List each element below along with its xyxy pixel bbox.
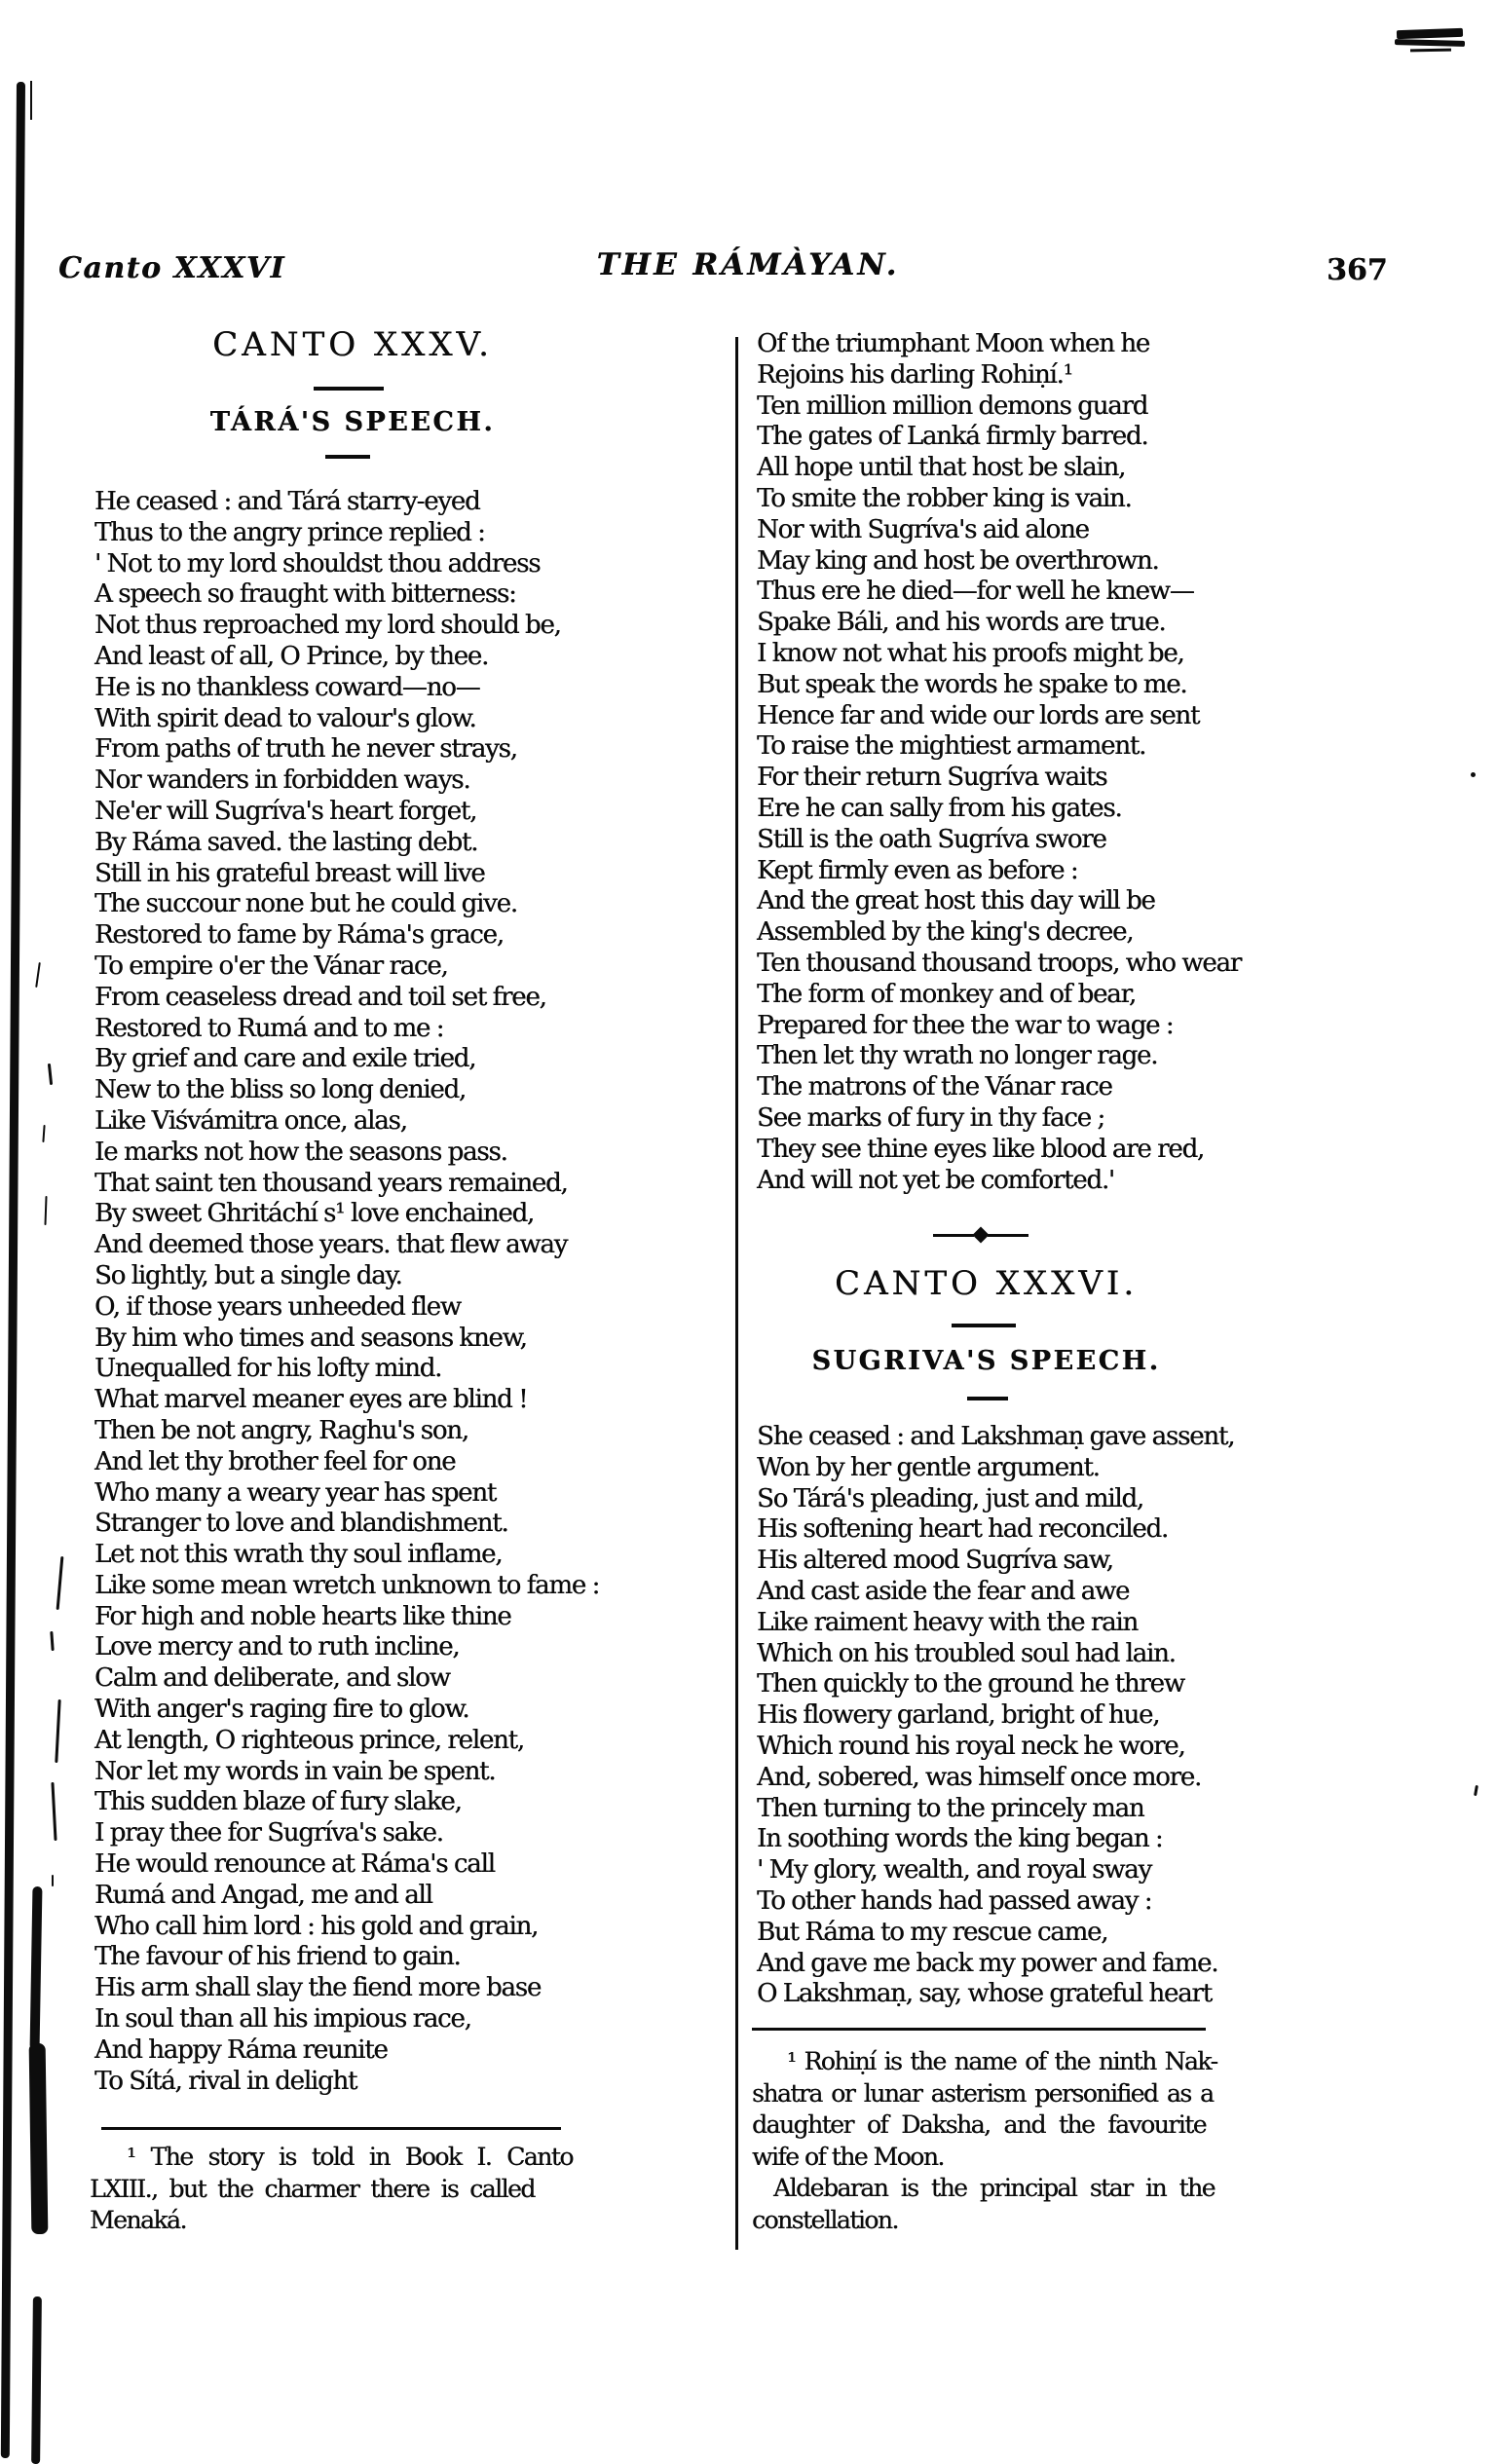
- poem-line: The succour none but he could give.: [94, 889, 517, 919]
- scan-artifact-scribble: [1395, 39, 1465, 47]
- running-head-title: THE RÁMÀYAN.: [596, 247, 900, 282]
- poem-line: Won by her gentle argument.: [757, 1452, 1100, 1482]
- poem-line: Unequalled for his lofty mind.: [94, 1354, 442, 1384]
- poem-line: Ie marks not how the seasons pass.: [94, 1137, 507, 1167]
- poem-line: What marvel meaner eyes are blind !: [94, 1385, 528, 1415]
- poem-line: By grief and care and exile tried,: [94, 1044, 476, 1074]
- poem-line: To empire o'er the Vánar race,: [94, 951, 448, 981]
- poem-line: That saint ten thousand years remained,: [94, 1168, 568, 1198]
- poem-line: Love mercy and to ruth incline,: [94, 1632, 460, 1662]
- poem-line: Nor with Sugríva's aid alone: [757, 514, 1089, 544]
- tara-speech-heading: TÁRÁ'S SPEECH.: [209, 407, 496, 437]
- poem-line: I know not what his proofs might be,: [757, 638, 1184, 668]
- scan-artifact-scribble: [1410, 49, 1451, 53]
- running-head-canto: Canto XXXVI: [58, 251, 286, 285]
- poem-line: His altered mood Sugríva saw,: [757, 1546, 1113, 1576]
- ornament-line: [988, 1234, 1028, 1237]
- poem-line: Like raiment heavy with the rain: [757, 1607, 1138, 1637]
- scan-artifact-streak: [30, 1886, 43, 2050]
- section-ornament: [933, 1228, 1028, 1242]
- poem-line: Which round his royal neck he wore,: [757, 1731, 1185, 1761]
- canto-xxxv-heading: CANTO XXXV.: [212, 325, 493, 364]
- ornament-line: [933, 1234, 974, 1237]
- scan-artifact-margin-mark: [35, 962, 41, 988]
- poem-line: Assembled by the king's decree,: [757, 917, 1134, 948]
- poem-line: I pray thee for Sugríva's sake.: [94, 1818, 443, 1848]
- poem-line: Then quickly to the ground he threw: [757, 1669, 1184, 1699]
- poem-line: Who call him lord : his gold and grain,: [94, 1911, 539, 1941]
- poem-line: Stranger to love and blandishment.: [94, 1509, 508, 1539]
- poem-line: They see thine eyes like blood are red,: [757, 1134, 1204, 1164]
- poem-line: And will not yet be comforted.': [757, 1165, 1114, 1195]
- poem-line: Still is the oath Sugríva swore: [757, 824, 1106, 854]
- poem-line: To other hands had passed away :: [757, 1885, 1152, 1916]
- canto-xxxvi-poem: [757, 1422, 1234, 2010]
- footnote-line: ¹ The story is told in Book I. Canto: [127, 2143, 573, 2171]
- canto-xxxv-poem: [94, 487, 599, 2097]
- poem-line: To Sítá, rival in delight: [94, 2066, 357, 2096]
- poem-line: With spirit dead to valour's glow.: [94, 703, 476, 733]
- poem-line: Like Viśvámitra once, alas,: [94, 1105, 407, 1136]
- poem-line: Who many a weary year has spent: [94, 1477, 497, 1508]
- poem-line: Let not this wrath thy soul inflame,: [94, 1540, 503, 1570]
- poem-line: Ne'er will Sugríva's heart forget,: [94, 796, 477, 826]
- scan-artifact-binding-bar: [1, 82, 25, 2458]
- poem-line: Restored to fame by Ráma's grace,: [94, 920, 504, 951]
- poem-line: The gates of Lanká firmly barred.: [757, 422, 1148, 452]
- poem-line: Rejoins his darling Rohiṇí.¹: [757, 359, 1072, 390]
- poem-line: Nor let my words in vain be spent.: [94, 1756, 496, 1786]
- poem-line: He ceased : and Tárá starry-eyed: [94, 487, 480, 516]
- poem-line: His flowery garland, bright of hue,: [757, 1700, 1160, 1731]
- poem-line: From ceaseless dread and toil set free,: [94, 982, 546, 1012]
- poem-line: He is no thankless coward—no—: [94, 672, 480, 702]
- poem-line: To smite the robber king is vain.: [757, 483, 1132, 513]
- poem-line: And happy Ráma reunite: [94, 2035, 388, 2065]
- heading-rule: [314, 387, 384, 391]
- poem-line: She ceased : and Lakshmaṇ gave assent,: [757, 1422, 1235, 1451]
- poem-line: So lightly, but a single day.: [94, 1260, 402, 1290]
- poem-line: O Lakshmaṇ, say, whose grateful heart: [757, 1979, 1212, 2009]
- poem-line: Then let thy wrath no longer rage.: [757, 1041, 1158, 1071]
- poem-line: And, sobered, was himself once more.: [757, 1762, 1202, 1792]
- poem-line: His arm shall slay the fiend more base: [94, 1973, 542, 2003]
- poem-line: ' My glory, wealth, and royal sway: [757, 1855, 1151, 1885]
- heading-rule: [952, 1324, 1016, 1327]
- footnote-line: LXIII., but the charmer there is called: [90, 2174, 535, 2203]
- poem-line: Kept firmly even as before :: [757, 855, 1078, 885]
- poem-line: By Ráma saved. the lasting debt.: [94, 827, 478, 857]
- left-footnote: [90, 2142, 573, 2237]
- scan-artifact-mark: [1474, 1785, 1478, 1796]
- scan-artifact-streak: [31, 2296, 42, 2464]
- poem-line: Spake Báli, and his words are true.: [757, 608, 1166, 638]
- poem-line: From paths of truth he never strays,: [94, 734, 517, 765]
- poem-line: To raise the mightiest armament.: [757, 731, 1146, 762]
- footnote-line: Aldebaran is the principal star in the: [773, 2174, 1215, 2203]
- scan-artifact-margin-mark: [51, 1782, 56, 1841]
- scan-artifact-margin-mark: [50, 1631, 54, 1651]
- poem-line: For high and noble hearts like thine: [94, 1601, 511, 1631]
- poem-line: And let thy brother feel for one: [94, 1446, 456, 1476]
- scan-artifact-margin-mark: [48, 1064, 53, 1085]
- poem-line: May king and host be overthrown.: [757, 545, 1159, 576]
- footnote-line: shatra or lunar asterism personified as a: [752, 2078, 1214, 2108]
- poem-line: But Ráma to my rescue came,: [757, 1917, 1108, 1947]
- scan-artifact-margin-mark: [42, 1125, 45, 1142]
- poem-line: In soul than all his impious race,: [94, 2004, 471, 2035]
- poem-line: This sudden blaze of fury slake,: [94, 1787, 462, 1817]
- poem-line: Calm and deliberate, and slow: [94, 1663, 450, 1694]
- poem-line: Of the triumphant Moon when he: [757, 329, 1149, 358]
- poem-line: Rumá and Angad, me and all: [94, 1880, 432, 1910]
- footnote-line: daughter of Daksha, and the favourite: [752, 2110, 1206, 2140]
- scan-artifact-streak: [29, 2043, 49, 2234]
- poem-line: Still in his grateful breast will live: [94, 858, 485, 888]
- poem-line: The matrons of the Vánar race: [757, 1072, 1112, 1102]
- poem-line: With anger's raging fire to glow.: [94, 1695, 469, 1725]
- poem-line: And deemed those years. that flew away: [94, 1230, 568, 1260]
- poem-line: Like some mean wretch unknown to fame :: [94, 1570, 600, 1600]
- poem-line: Which on his troubled soul had lain.: [757, 1638, 1176, 1668]
- footnote-rule: [752, 2028, 1206, 2031]
- poem-line: Ten thousand thousand troops, who wear: [757, 948, 1241, 978]
- poem-line: All hope until that host be slain,: [757, 453, 1126, 483]
- poem-line: A speech so fraught with bitterness:: [94, 579, 516, 610]
- footnote-rule: [101, 2127, 561, 2130]
- poem-line: At length, O righteous prince, relent,: [94, 1725, 524, 1755]
- heading-rule: [967, 1397, 1008, 1400]
- column-divider: [735, 337, 738, 2250]
- heading-rule: [325, 455, 370, 459]
- poem-line: In soothing words the king began :: [757, 1824, 1163, 1854]
- poem-line: And gave me back my power and fame.: [757, 1948, 1218, 1978]
- poem-line: Not thus reproached my lord should be,: [94, 611, 561, 641]
- poem-line: And the great host this day will be: [757, 886, 1155, 916]
- poem-line: ' Not to my lord shouldst thou address: [94, 548, 541, 579]
- page-number: 367: [1327, 253, 1388, 287]
- canto-xxxv-poem-continued: [757, 329, 1241, 1196]
- poem-line: For their return Sugríva waits: [757, 763, 1107, 793]
- scan-artifact-margin-mark: [56, 1556, 64, 1610]
- poem-line: Thus to the angry prince replied :: [94, 517, 485, 547]
- poem-line: Then be not angry, Raghu's son,: [94, 1415, 468, 1445]
- poem-line: Hence far and wide our lords are sent: [757, 700, 1200, 730]
- poem-line: Ten million million demons guard: [757, 391, 1148, 421]
- scan-artifact-margin-mark: [55, 1699, 60, 1763]
- poem-line: And cast aside the fear and awe: [757, 1576, 1130, 1606]
- scan-artifact-margin-mark: [52, 1875, 54, 1886]
- poem-line: The favour of his friend to gain.: [94, 1942, 461, 1972]
- poem-line: His softening heart had reconciled.: [757, 1514, 1168, 1545]
- sugriva-speech-heading: SUGRIVA'S SPEECH.: [811, 1346, 1161, 1376]
- ornament-diamond: [973, 1227, 990, 1244]
- poem-line: By sweet Ghritáchí s¹ love enchained,: [94, 1199, 534, 1229]
- poem-line: By him who times and seasons knew,: [94, 1323, 527, 1353]
- poem-line: Ere he can sally from his gates.: [757, 793, 1122, 823]
- poem-line: O, if those years unheeded flew: [94, 1291, 461, 1322]
- poem-line: Thus ere he died—for well he knew—: [757, 577, 1194, 607]
- poem-line: New to the bliss so long denied,: [94, 1075, 466, 1105]
- poem-line: But speak the words he spake to me.: [757, 669, 1187, 699]
- footnote-line: Menaká.: [90, 2206, 186, 2235]
- footnote-line: constellation.: [752, 2205, 898, 2234]
- poem-line: Prepared for thee the war to wage :: [757, 1010, 1174, 1040]
- scan-artifact-line: [30, 81, 32, 120]
- poem-line: So Tárá's pleading, just and mild,: [757, 1483, 1143, 1513]
- poem-line: See marks of fury in thy face ;: [757, 1102, 1104, 1133]
- scan-artifact-scribble: [1397, 28, 1463, 39]
- right-footnote: [752, 2046, 1216, 2237]
- canto-xxxvi-heading: CANTO XXXVI.: [834, 1264, 1139, 1303]
- poem-line: The form of monkey and of bear,: [757, 979, 1136, 1009]
- scan-artifact-margin-mark: [44, 1196, 47, 1225]
- poem-line: Then turning to the princely man: [757, 1793, 1144, 1823]
- poem-line: Restored to Rumá and to me :: [94, 1013, 444, 1043]
- poem-line: Nor wanders in forbidden ways.: [94, 765, 470, 796]
- poem-line: And least of all, O Prince, by thee.: [94, 641, 489, 671]
- poem-line: He would renounce at Ráma's call: [94, 1849, 495, 1880]
- footnote-line: ¹ Rohiṇí is the name of the ninth Nak-: [787, 2047, 1217, 2075]
- scan-artifact-dot: [1471, 772, 1476, 777]
- footnote-line: wife of the Moon.: [752, 2142, 944, 2171]
